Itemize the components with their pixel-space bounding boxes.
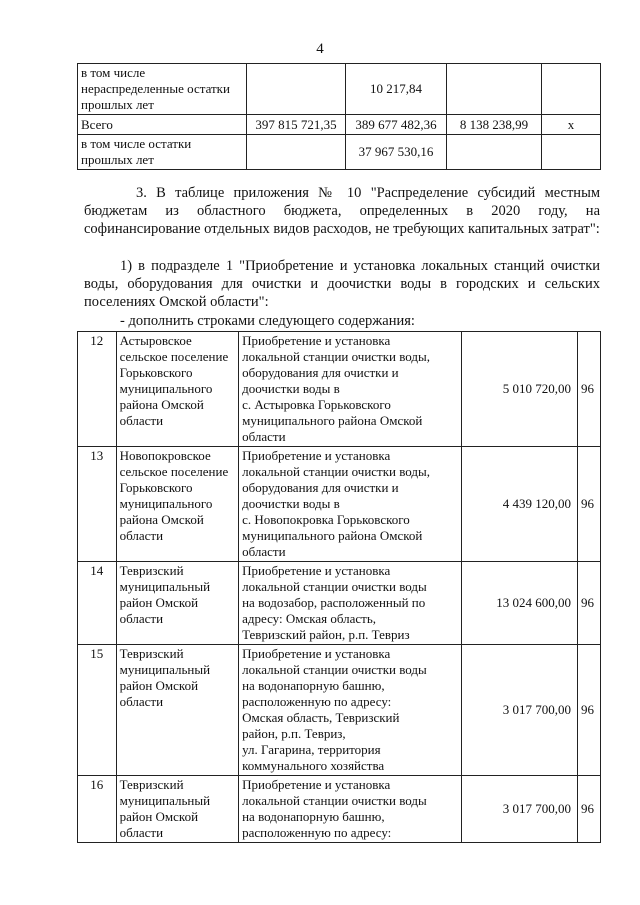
recipient-cell: Тевризский муниципальный район Омской области [116, 776, 239, 843]
purpose-line: оборудования для очистки и [242, 480, 399, 495]
purpose-line: Приобретение и установка [242, 448, 391, 463]
purpose-line: Приобретение и установка [242, 777, 391, 792]
row-number: 16 [78, 776, 117, 843]
recipient-cell: Астыровское сельское поселение Горьковского муниципального района Омской области [116, 332, 239, 447]
recipient-cell: Тевризский муниципальный район Омской области [116, 645, 239, 776]
row-label: в том числе нераспределенные остатки прошлых лет [78, 64, 247, 115]
purpose-line: муниципального района Омской [242, 413, 423, 428]
purpose-line: с. Астыровка Горьковского [242, 397, 391, 412]
code-cell: 96 [578, 562, 601, 645]
amount-cell: 5 010 720,00 [461, 332, 578, 447]
table-row [78, 447, 601, 562]
purpose-line: области [242, 544, 286, 559]
row-label: в том числе остатки прошлых лет [78, 135, 247, 170]
purpose-line: коммунального хозяйства [242, 758, 385, 773]
amount-cell: 3 017 700,00 [461, 776, 578, 843]
purpose-cell [239, 332, 461, 447]
table-cell [247, 135, 346, 170]
purpose-line: локальной станции очистки воды [242, 579, 427, 594]
purpose-line: на водонапорную башню, [242, 809, 385, 824]
purpose-line: адресу: Омская область, [242, 611, 377, 626]
table-row [78, 115, 601, 135]
purpose-line: ул. Гагарина, территория [242, 742, 381, 757]
purpose-line: с. Новопокровка Горьковского [242, 512, 410, 527]
purpose-line: на водонапорную башню, [242, 678, 385, 693]
purpose-cell [239, 776, 461, 843]
purpose-line: на водозабор, расположенный по [242, 595, 426, 610]
table-cell: 10 217,84 [346, 64, 447, 115]
purpose-line: расположенную по адресу: [242, 825, 392, 840]
recipient-cell: Тевризский муниципальный район Омской области [116, 562, 239, 645]
purpose-line: оборудования для очистки и [242, 365, 399, 380]
purpose-line: расположенную по адресу: [242, 694, 392, 709]
subsidy-distribution-table [77, 331, 601, 843]
amount-cell: 3 017 700,00 [461, 645, 578, 776]
code-cell: 96 [578, 332, 601, 447]
row-label: Всего [78, 115, 247, 135]
recipient-cell: Новопокровское сельское поселение Горьковского муниципального района Омской области [116, 447, 239, 562]
table-cell: 8 138 238,99 [447, 115, 542, 135]
code-cell: 96 [578, 776, 601, 843]
purpose-line: доочистки воды в [242, 496, 340, 511]
purpose-line: Приобретение и установка [242, 563, 391, 578]
table-cell: 397 815 721,35 [247, 115, 346, 135]
table-cell [247, 64, 346, 115]
code-cell: 96 [578, 447, 601, 562]
purpose-cell [239, 447, 461, 562]
row-number: 14 [78, 562, 117, 645]
purpose-line: области [242, 429, 286, 444]
purpose-line: Тевризский район, р.п. Тевриз [242, 627, 410, 642]
paragraph-add-rows: - дополнить строками следующего содержания: [120, 313, 415, 329]
table-row [78, 332, 601, 447]
code-cell: 96 [578, 645, 601, 776]
table-cell: 37 967 530,16 [346, 135, 447, 170]
purpose-line: локальной станции очистки воды [242, 793, 427, 808]
purpose-line: Омская область, Тевризский [242, 710, 400, 725]
budget-totals-table [77, 63, 601, 170]
amount-cell: 4 439 120,00 [461, 447, 578, 562]
purpose-line: локальной станции очистки воды, [242, 349, 431, 364]
table-cell [542, 135, 601, 170]
paragraph-amendment-3: 3. В таблице приложения № 10 "Распределение субсидий местным бюджетам из областного бюджета, определенных в 2020 году, на софинансирование отдельных видов расходов, не требующих капитальных затрат": [84, 185, 600, 237]
table-cell: 389 677 482,36 [346, 115, 447, 135]
purpose-line: Приобретение и установка [242, 333, 391, 348]
table-row [78, 562, 601, 645]
row-number: 15 [78, 645, 117, 776]
amount-cell: 13 024 600,00 [461, 562, 578, 645]
table-row [78, 64, 601, 115]
table-cell [447, 64, 542, 115]
table-row [78, 135, 601, 170]
purpose-line: локальной станции очистки воды [242, 662, 427, 677]
purpose-line: район, р.п. Тевриз, [242, 726, 346, 741]
purpose-cell [239, 645, 461, 776]
table-cell [542, 64, 601, 115]
table-row [78, 645, 601, 776]
page-number: 4 [316, 41, 324, 57]
purpose-cell [239, 562, 461, 645]
row-number: 13 [78, 447, 117, 562]
paragraph-subsection-1: 1) в подразделе 1 "Приобретение и установка локальных станций очистки воды, оборудования для очистки и доочистки воды в городских и сельских поселениях Омской области": [84, 258, 600, 310]
table-cell: x [542, 115, 601, 135]
table-cell [447, 135, 542, 170]
purpose-line: доочистки воды в [242, 381, 340, 396]
purpose-line: Приобретение и установка [242, 646, 391, 661]
purpose-line: локальной станции очистки воды, [242, 464, 431, 479]
row-number: 12 [78, 332, 117, 447]
table-row [78, 776, 601, 843]
purpose-line: муниципального района Омской [242, 528, 423, 543]
